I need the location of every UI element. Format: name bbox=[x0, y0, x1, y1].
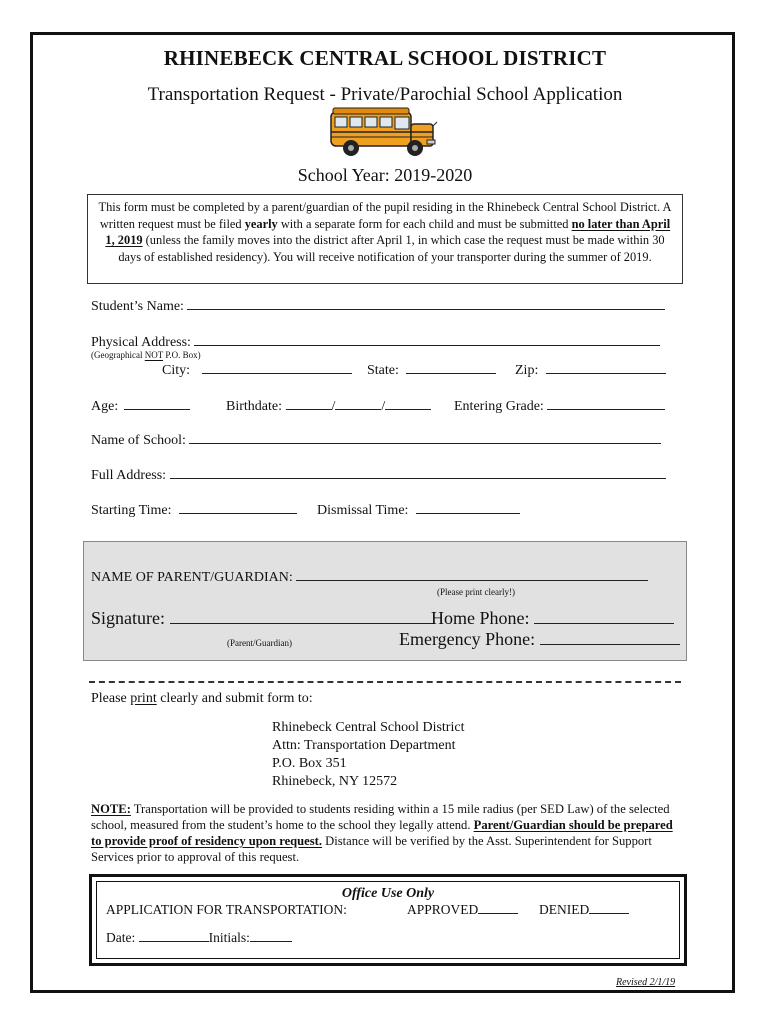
initials-label: Initials: bbox=[208, 930, 250, 945]
address-line: Rhinebeck Central School District bbox=[272, 720, 465, 735]
birth-month-input[interactable] bbox=[286, 397, 332, 410]
city-input[interactable] bbox=[202, 361, 352, 374]
note-label: NOTE: bbox=[91, 802, 131, 816]
initials-input[interactable] bbox=[250, 930, 292, 942]
signature-note: (Parent/Guardian) bbox=[227, 638, 292, 648]
date-initials-row bbox=[106, 930, 292, 946]
full-address-input[interactable] bbox=[170, 466, 666, 479]
physical-address-label: Physical Address: bbox=[91, 335, 191, 350]
home-phone-label: Home Phone: bbox=[431, 608, 530, 628]
note-paragraph: NOTE: Transportation will be provided to students residing within a 15 mile radius (per SED Law) of the selected school, measured from the student’s home to the school they legally attend. Parent/Guardian should be prepared to provide proof of residency upon request. Distance will be verified by the Asst. Superintendent for Support Services prior to approval of this request. bbox=[91, 802, 673, 864]
date-label: Date: bbox=[106, 930, 136, 945]
form-subtitle: Transportation Request - Private/Parochial School Application bbox=[147, 84, 623, 105]
office-use-title: Office Use Only bbox=[341, 886, 435, 901]
address-line: Rhinebeck, NY 12572 bbox=[272, 774, 398, 789]
school-name-row bbox=[91, 431, 661, 449]
city-label: City: bbox=[162, 363, 191, 378]
home-phone-row bbox=[431, 608, 674, 629]
school-bus-image bbox=[327, 104, 439, 162]
physical-address-row bbox=[91, 333, 660, 351]
approved-row bbox=[407, 902, 518, 918]
student-name-input[interactable] bbox=[187, 297, 665, 310]
starting-time-label: Starting Time: bbox=[91, 503, 172, 518]
signature-row bbox=[91, 608, 434, 629]
geographical-note: (Geographical NOT P.O. Box) bbox=[91, 350, 201, 360]
school-name-label: Name of School: bbox=[91, 433, 186, 448]
birthdate-row: Birthdate: / / bbox=[226, 397, 431, 415]
signature-input[interactable] bbox=[170, 608, 434, 624]
cut-line-divider bbox=[89, 681, 681, 683]
signature-label: Signature: bbox=[91, 608, 165, 628]
parent-name-label: NAME OF PARENT/GUARDIAN: bbox=[91, 570, 293, 585]
entering-grade-input[interactable] bbox=[547, 397, 665, 410]
age-row bbox=[91, 397, 190, 415]
zip-label: Zip: bbox=[515, 363, 539, 378]
dismissal-time-label: Dismissal Time: bbox=[317, 503, 409, 518]
emergency-phone-input[interactable] bbox=[540, 629, 680, 645]
mailing-address bbox=[272, 719, 464, 791]
school-year: School Year: 2019-2020 bbox=[297, 165, 473, 185]
birth-year-input[interactable] bbox=[385, 397, 431, 410]
state-label: State: bbox=[367, 363, 399, 378]
home-phone-input[interactable] bbox=[534, 608, 674, 624]
page-title: RHINEBECK CENTRAL SCHOOL DISTRICT bbox=[163, 46, 607, 70]
entering-grade-label: Entering Grade: bbox=[454, 399, 544, 414]
instructions-text: (unless the family moves into the district after April 1, in which case the request must be made within 30 days of established residency). You will receive notification of your transporter during the summer of 2019. bbox=[118, 233, 665, 264]
emergency-phone-label: Emergency Phone: bbox=[399, 629, 536, 649]
revision-date: Revised 2/1/19 bbox=[616, 977, 676, 988]
dismissal-time-row bbox=[317, 501, 520, 519]
birthdate-label: Birthdate: bbox=[226, 399, 282, 414]
instructions-deadline: no later than April 1, 2019 bbox=[105, 216, 671, 247]
starting-time-row bbox=[91, 501, 297, 519]
full-address-label: Full Address: bbox=[91, 468, 167, 483]
city-row bbox=[162, 361, 352, 379]
starting-time-input[interactable] bbox=[179, 501, 297, 514]
denied-row bbox=[539, 902, 629, 918]
instructions-box bbox=[87, 194, 683, 284]
address-line: P.O. Box 351 bbox=[272, 756, 347, 771]
instructions-yearly: yearly bbox=[244, 216, 278, 231]
address-line: Attn: Transportation Department bbox=[272, 738, 456, 753]
student-name-label: Student’s Name: bbox=[91, 299, 184, 314]
application-label: APPLICATION FOR TRANSPORTATION: bbox=[106, 902, 347, 917]
physical-address-input[interactable] bbox=[194, 333, 660, 346]
school-name-input[interactable] bbox=[189, 431, 661, 444]
approved-input[interactable] bbox=[478, 902, 518, 914]
proof-of-residency-note: Parent/Guardian should be prepared to provide proof of residency upon request. bbox=[91, 818, 673, 848]
print-clearly-note: (Please print clearly!) bbox=[437, 587, 515, 597]
age-input[interactable] bbox=[124, 397, 190, 410]
parent-name-row bbox=[91, 568, 648, 586]
birth-day-input[interactable] bbox=[335, 397, 381, 410]
state-input[interactable] bbox=[406, 361, 496, 374]
student-name-row bbox=[91, 297, 665, 315]
approved-label: APPROVED bbox=[407, 902, 479, 917]
denied-input[interactable] bbox=[589, 902, 629, 914]
entering-grade-row bbox=[454, 397, 665, 415]
age-label: Age: bbox=[91, 399, 119, 414]
instructions-text: This form must be completed by a parent/guardian of the pupil residing in the Rhinebeck Central School District. A written request must be filed bbox=[98, 200, 672, 231]
full-address-row bbox=[91, 466, 666, 484]
state-row bbox=[367, 361, 496, 379]
parent-name-input[interactable] bbox=[296, 568, 648, 581]
denied-label: DENIED bbox=[539, 902, 590, 917]
zip-row bbox=[515, 361, 666, 379]
date-input[interactable] bbox=[139, 930, 209, 942]
zip-input[interactable] bbox=[546, 361, 666, 374]
emergency-phone-row bbox=[399, 629, 680, 650]
instructions-text: with a separate form for each child and must be submitted bbox=[277, 216, 572, 231]
submit-instructions: Please print clearly and submit form to: bbox=[91, 691, 313, 706]
dismissal-time-input[interactable] bbox=[416, 501, 520, 514]
